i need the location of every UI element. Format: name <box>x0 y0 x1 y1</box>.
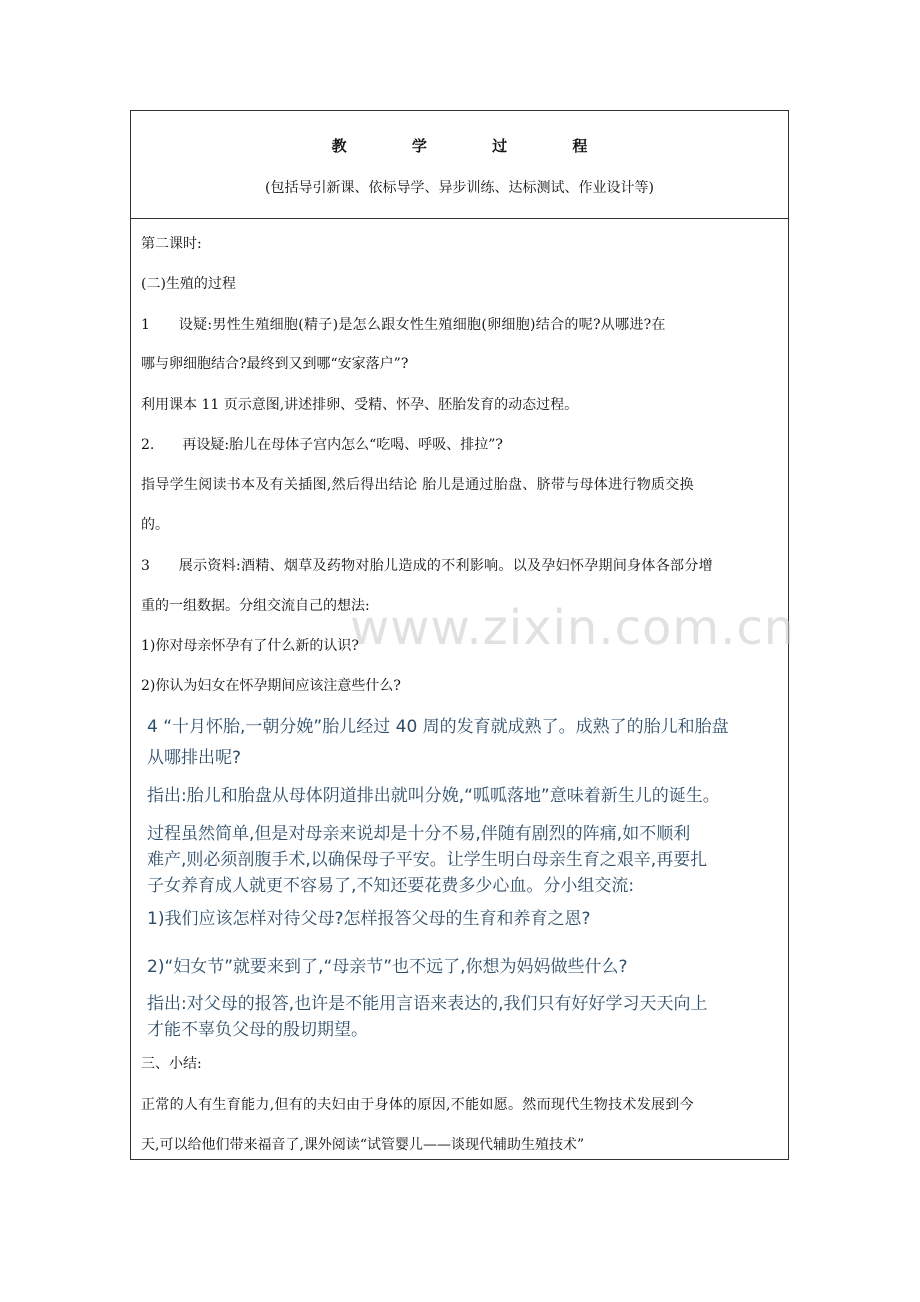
watermark: www.zixin.com.cn <box>350 600 796 656</box>
text-line: 1)你对母亲怀孕有了什么新的认识? <box>141 638 359 654</box>
summary-heading: 三、小结: <box>141 1056 202 1072</box>
page-title: 教 学 过 程 <box>331 137 618 155</box>
text-line: 利用课本 11 页示意图,讲述排卵、受精、怀孕、胚胎发育的动态过程。 <box>141 397 579 413</box>
handwritten-line: 难产,则必须剖腹手术,以确保母子平安。让学生明白母亲生育之艰辛,再要扎 <box>147 850 708 870</box>
text-line: 2)你认为妇女在怀孕期间应该注意些什么? <box>141 678 401 694</box>
page-subtitle: (包括导引新课、依标导学、异步训练、达标测试、作业设计等) <box>265 180 654 196</box>
section-heading: (二)生殖的过程 <box>141 276 236 292</box>
text-line: 3 展示资料:酒精、烟草及药物对胎儿造成的不利影响。以及孕妇怀孕期间身体各部分增 <box>141 558 713 574</box>
handwritten-line: 过程虽然简单,但是对母亲来说却是十分不易,伴随有剧烈的阵痛,如不顺利 <box>147 824 691 844</box>
handwritten-line: 4 “十月怀胎,一朝分娩”胎儿经过 40 周的发育就成熟了。成熟了的胎儿和胎盘 <box>147 717 729 737</box>
handwritten-line: 子女养育成人就更不容易了,不知还要花费多少心血。分小组交流: <box>147 876 635 896</box>
summary-text: 正常的人有生育能力,但有的夫妇由于身体的原因,不能如愿。然而现代生物技术发展到今 <box>141 1097 694 1113</box>
table-header <box>131 111 788 219</box>
handwritten-line: 指出:对父母的报答,也许是不能用言语来表达的,我们只有好好学习天天向上 <box>147 994 708 1014</box>
summary-text: 天,可以给他们带来福音了,课外阅读“试管婴儿——谈现代辅助生殖技术” <box>141 1137 585 1153</box>
text-line: 1 设疑:男性生殖细胞(精子)是怎么跟女性生殖细胞(卵细胞)结合的呢?从哪进?在 <box>141 317 666 333</box>
handwritten-line: 指出:胎儿和胎盘从母体阴道排出就叫分娩,“呱呱落地”意味着新生儿的诞生。 <box>147 786 720 806</box>
handwritten-line: 2)“妇女节”就要来到了,“母亲节”也不远了,你想为妈妈做些什么? <box>147 957 628 977</box>
handwritten-line: 1)我们应该怎样对待父母?怎样报答父母的生育和养育之恩? <box>147 909 591 929</box>
lesson-label: 第二课时: <box>141 236 202 252</box>
text-line: 重的一组数据。分组交流自己的想法: <box>141 598 370 614</box>
text-line: 哪与卵细胞结合?最终到又到哪“安家落户”? <box>141 356 409 372</box>
handwritten-line: 从哪排出呢? <box>147 748 242 768</box>
text-line: 指导学生阅读书本及有关插图,然后得出结论 胎儿是通过胎盘、脐带与母体进行物质交换 <box>141 477 694 493</box>
handwritten-line: 才能不辜负父母的殷切期望。 <box>147 1020 368 1040</box>
text-line: 的。 <box>141 517 169 533</box>
text-line: 2. 再设疑:胎儿在母体子宫内怎么“吃喝、呼吸、排拉”? <box>141 437 503 453</box>
